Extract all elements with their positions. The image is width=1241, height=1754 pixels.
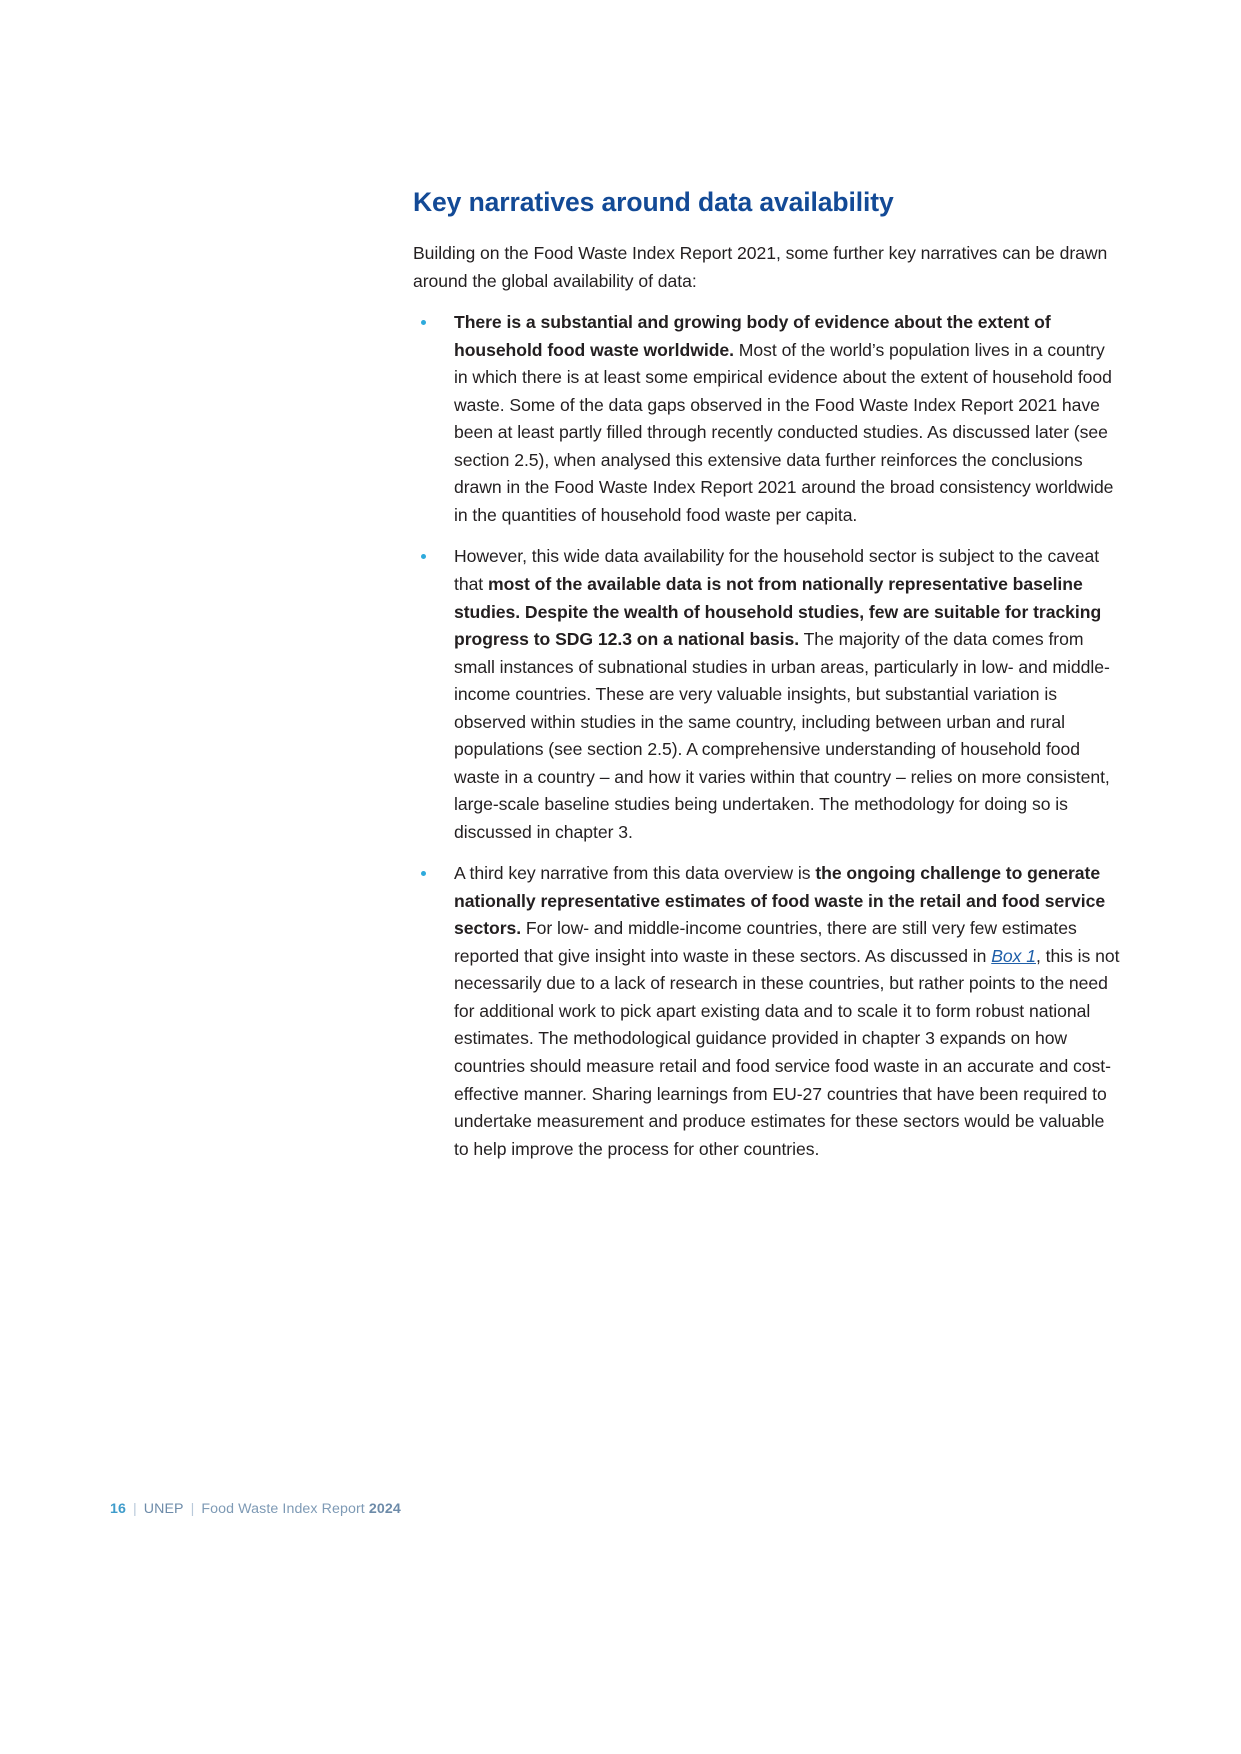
- bullet-pre-text: A third key narrative from this data overview is: [454, 863, 816, 884]
- bullet-lead-bold: There is a substantial and growing body of evidence about the extent of household food waste worldwide.: [454, 312, 1051, 360]
- bullet-post-text-part2: , this is not necessarily due to a lack of research in these countries, but rather points to the need for additional work to pick apart existing data and to scale it to form robust national estimates. The methodological guidance provided in chapter 3 expands on how countries should measure retail and food service food waste in an accurate and cost-effective manner. Sharing learnings from EU-27 countries that have been required to undertake measurement and produce estimates for these sectors would be valuable to help improve the process for other countries.: [454, 945, 1120, 1159]
- bullet-post-text: The majority of the data comes from small instances of subnational studies in urban areas, particularly in low- and middle-income countries. These are very valuable insights, but substantial variation is observed within studies in the same country, including between urban and rural populations (see section 2.5). A comprehensive understanding of household food waste in a country – and how it varies within that country – relies on more consistent, large-scale baseline studies being undertaken. The methodology for doing so is discussed in chapter 3.: [454, 629, 1110, 842]
- list-item: [413, 860, 1123, 1163]
- bullet-dot-icon: [421, 554, 426, 559]
- footer-separator-1: |: [132, 1501, 137, 1517]
- footer-page-number: 16: [110, 1501, 126, 1517]
- bullet-dot-icon: [421, 871, 426, 876]
- bullet-dot-icon: [421, 320, 426, 325]
- page-footer: [110, 1501, 401, 1517]
- footer-year: 2024: [368, 1501, 401, 1517]
- box-1-cross-reference-link[interactable]: Box 1: [991, 945, 1036, 966]
- key-narratives-list: [413, 309, 1123, 1163]
- page-title: Key narratives around data availability: [413, 187, 894, 217]
- bullet-mid-bold: most of the available data is not from nationally representative baseline studies. Despite the wealth of household studies, few are suitable for tracking progress to SDG 12.3 on a national basis.: [454, 573, 1102, 650]
- bullet-post-text-part1: For low- and middle-income countries, there are still very few estimates reported that give insight into waste in these sectors. As discussed in: [454, 918, 1077, 966]
- bullet-mid-bold: the ongoing challenge to generate nationally representative estimates of food waste in the retail and food service sectors.: [454, 863, 1106, 939]
- list-item: [413, 309, 1123, 529]
- list-item: [413, 543, 1123, 846]
- footer-separator-2: |: [190, 1501, 195, 1517]
- footer-organization: UNEP: [143, 1501, 184, 1517]
- footer-report-name: Food Waste Index Report: [201, 1501, 365, 1517]
- bullet-body-text: Most of the world’s population lives in a country in which there is at least some empirical evidence about the extent of household food waste. Some of the data gaps observed in the Food Waste Index Report 2021 have been at least partly filled through recently conducted studies. As discussed later (see section 2.5), when analysed this extensive data further reinforces the conclusions drawn in the Food Waste Index Report 2021 around the broad consistency worldwide in the quantities of household food waste per capita.: [454, 339, 1114, 525]
- intro-paragraph: Building on the Food Waste Index Report 2021, some further key narratives can be drawn around the global availability of data:: [413, 243, 1108, 291]
- page-content-column: [413, 186, 1123, 1163]
- bullet-pre-text: However, this wide data availability for the household sector is subject to the caveat that: [454, 546, 1100, 594]
